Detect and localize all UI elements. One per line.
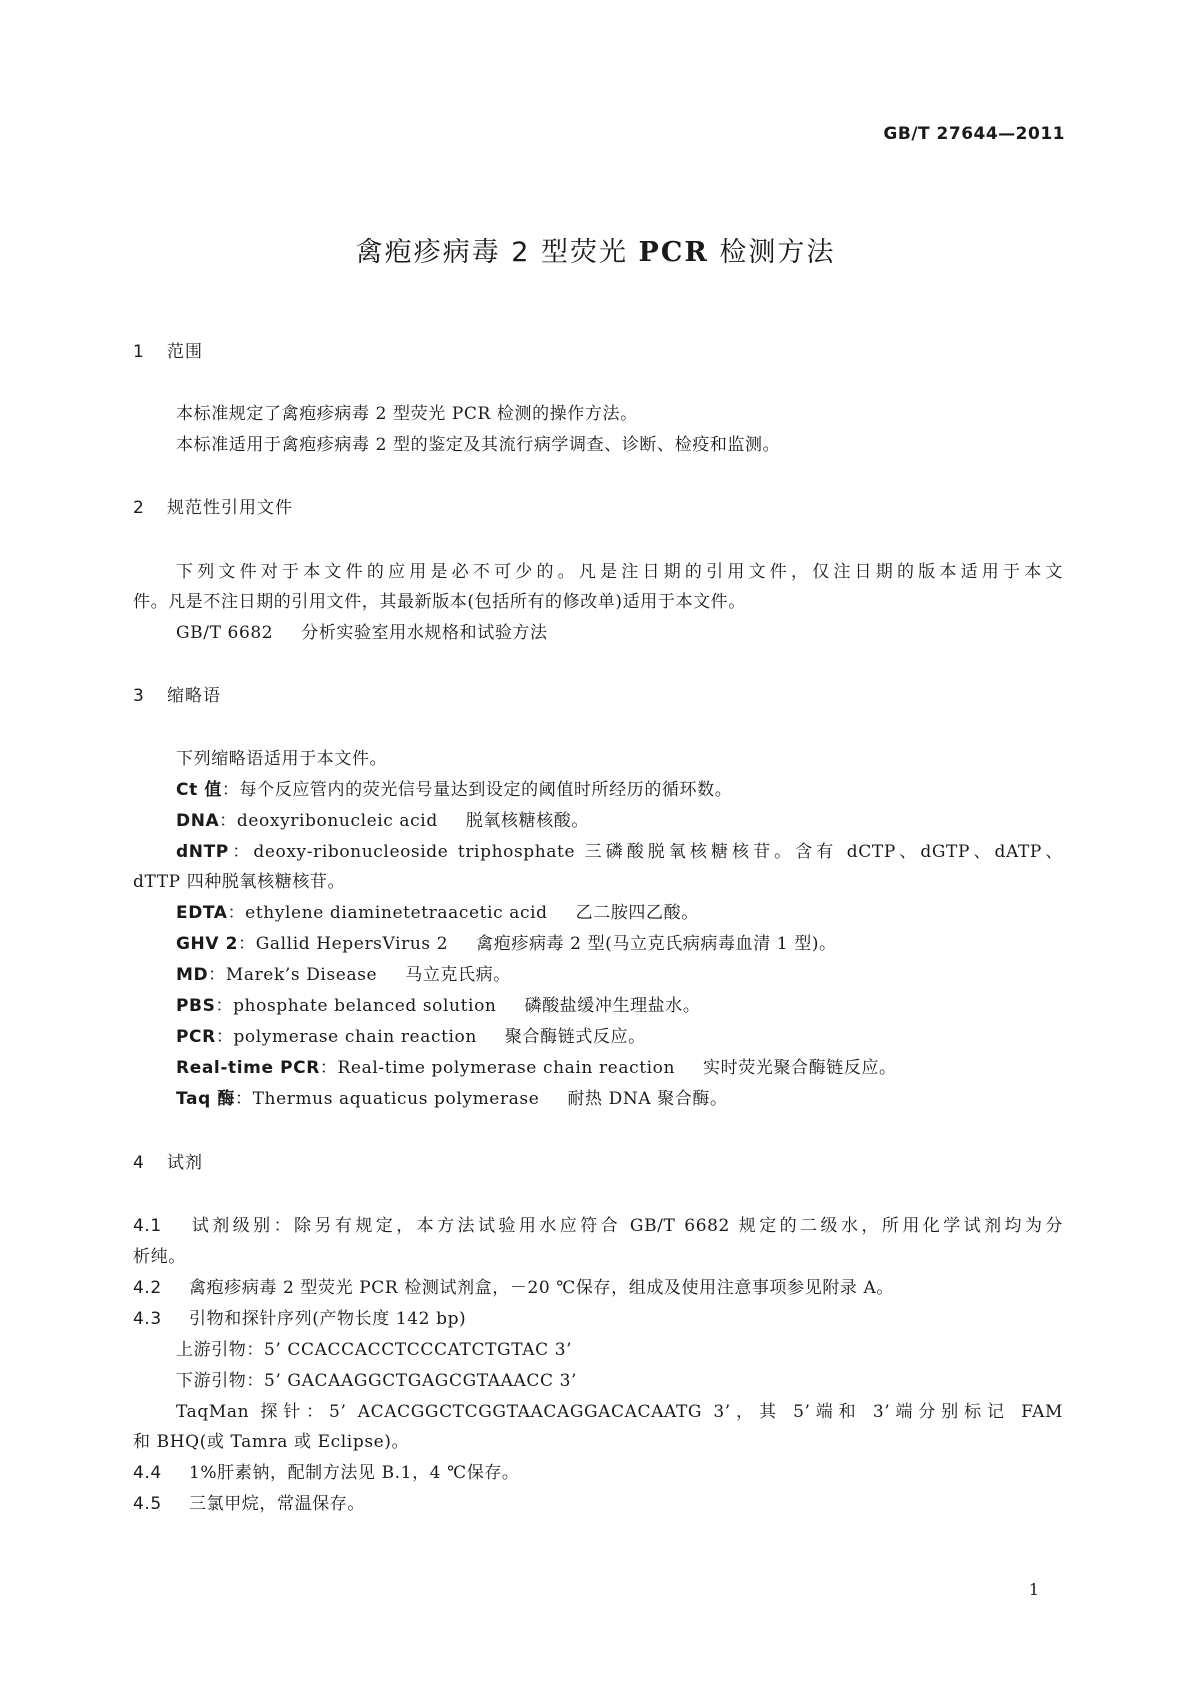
paragraph: 本标准适用于禽疱疹病毒 2 型的鉴定及其流行病学调查、诊断、检疫和监测。 — [176, 435, 781, 455]
reverse-primer: 下游引物：5’ GACAAGGCTGAGCGTAAACC 3’ — [176, 1371, 578, 1391]
clause-text: 引物和探针序列(产物长度 142 bp) — [189, 1309, 467, 1329]
abbreviation-entry — [176, 837, 1063, 862]
abbreviation-english: ethylene diaminetetraacetic acid — [245, 903, 548, 923]
abbreviation-definition: 每个反应管内的荧光信号量达到设定的阈值时所经历的循环数。 — [239, 780, 733, 800]
abbreviation-chinese: 磷酸盐缓冲生理盐水。 — [524, 996, 701, 1016]
abbreviation-term: EDTA — [176, 903, 228, 923]
clause-number: 4.3 — [133, 1309, 162, 1329]
abbreviation-english: polymerase chain reaction — [233, 1027, 477, 1047]
clause-number: 4.4 — [133, 1463, 162, 1483]
clause-text: 三氯甲烷，常温保存。 — [189, 1494, 365, 1514]
standard-number: GB/T 27644—2011 — [883, 124, 1065, 144]
document-title — [0, 230, 1191, 269]
separator: ： — [319, 1058, 338, 1078]
abbreviation-term: GHV 2 — [176, 934, 239, 954]
separator: ： — [221, 780, 240, 800]
clause-text: 1%肝素钠，配制方法见 B.1，4 ℃保存。 — [189, 1463, 520, 1483]
clause-number: 4.2 — [133, 1278, 162, 1298]
abbreviation-entry — [176, 991, 700, 1016]
abbreviation-term: Taq 酶 — [176, 1089, 235, 1109]
section-title: 规范性引用文件 — [167, 498, 293, 518]
clause-number: 4.1 — [133, 1216, 162, 1236]
taqman-probe-continuation: 和 BHQ(或 Tamra 或 Eclipse)。 — [133, 1432, 410, 1452]
paragraph-line: 件。凡是不注日期的引用文件，其最新版本(包括所有的修改单)适用于本文件。 — [133, 592, 746, 612]
title-bold: PCR — [638, 237, 709, 268]
abbreviation-chinese: 实时荧光聚合酶链反应。 — [703, 1058, 897, 1078]
abbreviation-english: phosphate belanced solution — [233, 996, 497, 1016]
abbreviation-term: PCR — [176, 1027, 216, 1047]
separator: ： — [228, 842, 254, 862]
section-1-heading — [133, 337, 203, 362]
normative-reference — [176, 618, 548, 643]
section-3-heading — [133, 681, 221, 706]
abbreviation-term: Ct 值 — [176, 780, 222, 800]
clause-number: 4.5 — [133, 1494, 162, 1514]
abbreviation-continuation: dTTP 四种脱氧核糖核苷。 — [133, 872, 346, 892]
abbreviation-chinese: 马立克氏病。 — [405, 965, 511, 985]
abbreviation-chinese: 乙二胺四乙酸。 — [575, 903, 699, 923]
section-title: 缩略语 — [167, 686, 221, 706]
abbreviation-english: Marek’s Disease — [225, 965, 378, 985]
abbreviation-chinese: 脱氧核糖核酸。 — [465, 811, 590, 831]
section-number: 4 — [133, 1153, 145, 1173]
taqman-probe: TaqMan 探针：5’ ACACGGCTCGGTAACAGGACACAATG 3’，其 5’端和 3’端分别标记 FAM — [176, 1402, 1063, 1422]
paragraph: 下列缩略语适用于本文件。 — [176, 749, 388, 769]
separator: ： — [219, 811, 237, 831]
separator: ： — [238, 934, 256, 954]
section-number: 3 — [133, 686, 145, 706]
abbreviation-entry — [176, 929, 837, 954]
abbreviation-entry — [176, 898, 699, 923]
abbreviation-entry — [176, 806, 589, 831]
clause-4-5 — [133, 1489, 365, 1514]
separator: ： — [227, 903, 246, 923]
abbreviation-chinese: 聚合酶链式反应。 — [504, 1027, 646, 1047]
section-title: 范围 — [167, 342, 203, 362]
abbreviation-entry — [176, 1053, 897, 1078]
abbreviation-entry — [176, 1022, 646, 1047]
abbreviation-english: Gallid HepersVirus 2 — [255, 934, 449, 954]
abbreviation-term: PBS — [176, 996, 216, 1016]
reference-title: 分析实验室用水规格和试验方法 — [301, 623, 548, 643]
forward-primer: 上游引物：5’ CCACCACCTCCCATCTGTAC 3’ — [176, 1340, 573, 1360]
paragraph-line: 下列文件对于本文件的应用是必不可少的。凡是注日期的引用文件，仅注日期的版本适用于本文 — [176, 562, 1063, 582]
clause-continuation: 析纯。 — [133, 1247, 186, 1267]
section-number: 2 — [133, 498, 145, 518]
separator: ： — [234, 1089, 253, 1109]
clause-text: 禽疱疹病毒 2 型荧光 PCR 检测试剂盒，－20 ℃保存，组成及使用注意事项参见附录 A。 — [189, 1278, 895, 1298]
page-number: 1 — [1028, 1580, 1039, 1599]
abbreviation-term: Real-time PCR — [176, 1058, 320, 1078]
reference-code: GB/T 6682 — [176, 623, 274, 643]
abbreviation-entry — [176, 1084, 728, 1109]
paragraph: 本标准规定了禽疱疹病毒 2 型荧光 PCR 检测的操作方法。 — [176, 404, 638, 424]
abbreviation-english: deoxyribonucleic acid — [236, 811, 438, 831]
abbreviation-entry — [176, 775, 732, 800]
abbreviation-term: MD — [176, 965, 209, 985]
abbreviation-term: DNA — [176, 811, 220, 831]
title-pre: 禽疱疹病毒 2 型荧光 — [355, 237, 639, 268]
abbreviation-chinese: 三磷酸脱氧核糖核苷。含有 dCTP、dGTP、dATP、 — [584, 842, 1063, 862]
separator: ： — [215, 1027, 234, 1047]
separator: ： — [208, 965, 226, 985]
section-title: 试剂 — [167, 1153, 203, 1173]
abbreviation-entry — [176, 960, 511, 985]
section-4-heading — [133, 1148, 203, 1173]
clause-4-4 — [133, 1458, 520, 1483]
abbreviation-chinese: 耐热 DNA 聚合酶。 — [567, 1089, 728, 1109]
clause-4-1 — [133, 1211, 1063, 1236]
clause-text: 试剂级别：除另有规定，本方法试验用水应符合 GB/T 6682 规定的二级水，所用化学试剂均为分 — [189, 1216, 1063, 1236]
title-post: 检测方法 — [708, 237, 836, 268]
abbreviation-english: Real-time polymerase chain reaction — [337, 1058, 676, 1078]
abbreviation-english: Thermus aquaticus polymerase — [252, 1089, 540, 1109]
section-number: 1 — [133, 342, 145, 362]
clause-4-3 — [133, 1304, 466, 1329]
section-2-heading — [133, 493, 293, 518]
clause-4-2 — [133, 1273, 894, 1298]
separator: ： — [215, 996, 234, 1016]
abbreviation-english: deoxy-ribonucleoside triphosphate — [253, 842, 576, 862]
abbreviation-term: dNTP — [176, 842, 229, 862]
abbreviation-chinese: 禽疱疹病毒 2 型(马立克氏病病毒血清 1 型)。 — [476, 934, 837, 954]
